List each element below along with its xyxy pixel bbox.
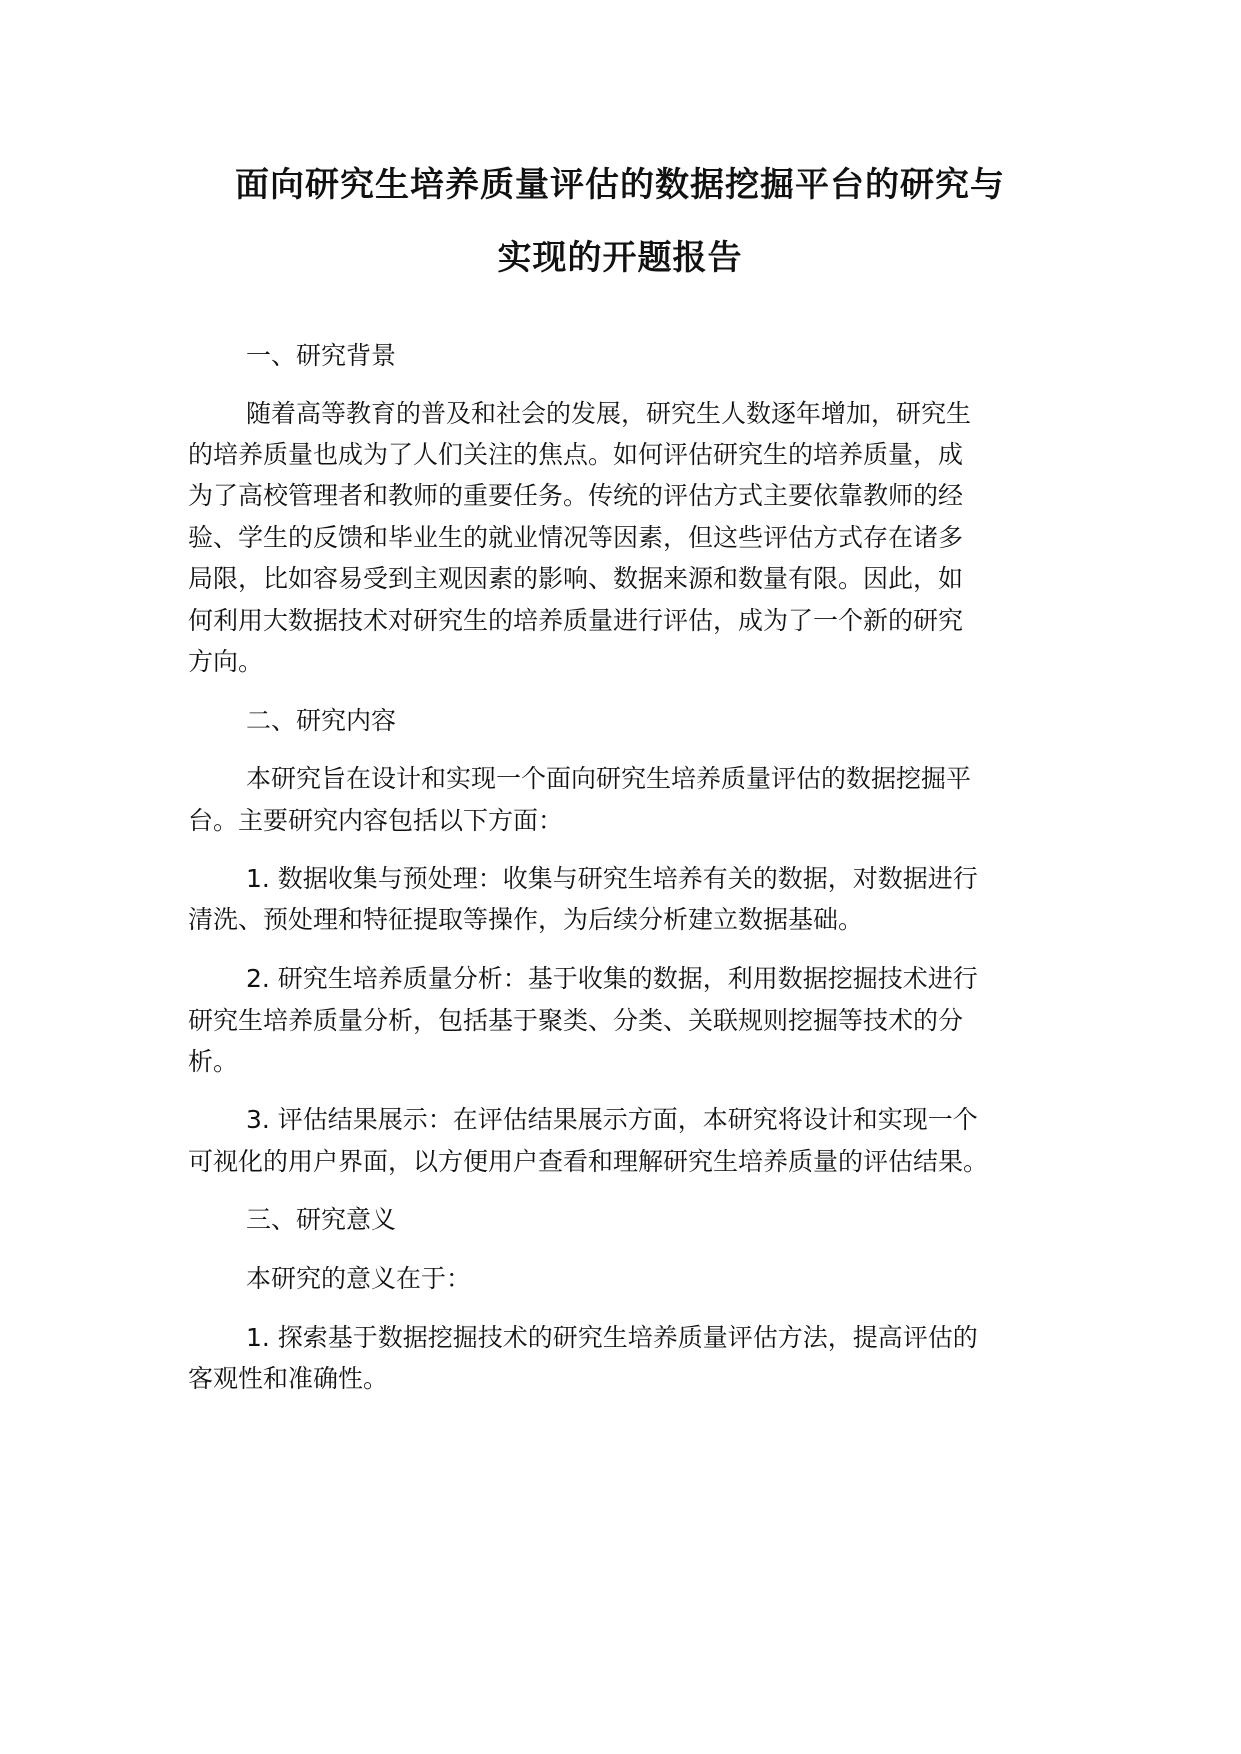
section-heading-background: 一、研究背景 [246,341,397,370]
section-heading-significance: 三、研究意义 [246,1205,397,1234]
document-title-line-2: 实现的开题报告 [497,238,743,278]
list-item-line: 1. 探索基于数据挖掘技术的研究生培养质量评估方法，提高评估的 [246,1323,978,1352]
list-item-line: 清洗、预处理和特征提取等操作，为后续分析建立数据基础。 [188,905,864,934]
list-item-line: 析。 [188,1047,239,1076]
paragraph-line: 验、学生的反馈和毕业生的就业情况等因素，但这些评估方式存在诸多 [188,523,964,552]
paragraph-line: 台。主要研究内容包括以下方面： [188,806,564,835]
list-item-line: 1. 数据收集与预处理：收集与研究生培养有关的数据，对数据进行 [246,864,978,893]
section-heading-content: 二、研究内容 [246,706,397,735]
paragraph-line: 何利用大数据技术对研究生的培养质量进行评估，成为了一个新的研究 [188,606,964,635]
list-item-line: 2. 研究生培养质量分析：基于收集的数据，利用数据挖掘技术进行 [246,964,978,993]
paragraph-line: 局限，比如容易受到主观因素的影响、数据来源和数量有限。因此，如 [188,564,964,593]
document-title-line-1: 面向研究生培养质量评估的数据挖掘平台的研究与 [235,165,1005,205]
paragraph-line: 的培养质量也成为了人们关注的焦点。如何评估研究生的培养质量，成 [188,440,964,469]
paragraph-line: 方向。 [188,647,264,676]
list-item-line: 可视化的用户界面，以方便用户查看和理解研究生培养质量的评估结果。 [188,1147,989,1176]
paragraph-line: 为了高校管理者和教师的重要任务。传统的评估方式主要依靠教师的经 [188,481,964,510]
list-item-line: 客观性和准确性。 [188,1364,389,1393]
list-item-line: 3. 评估结果展示：在评估结果展示方面，本研究将设计和实现一个 [246,1105,978,1134]
paragraph-line: 随着高等教育的普及和社会的发展，研究生人数逐年增加，研究生 [246,399,972,428]
list-item-line: 研究生培养质量分析，包括基于聚类、分类、关联规则挖掘等技术的分 [188,1006,964,1035]
paragraph-line: 本研究的意义在于： [246,1264,472,1293]
paragraph-line: 本研究旨在设计和实现一个面向研究生培养质量评估的数据挖掘平 [246,764,972,793]
